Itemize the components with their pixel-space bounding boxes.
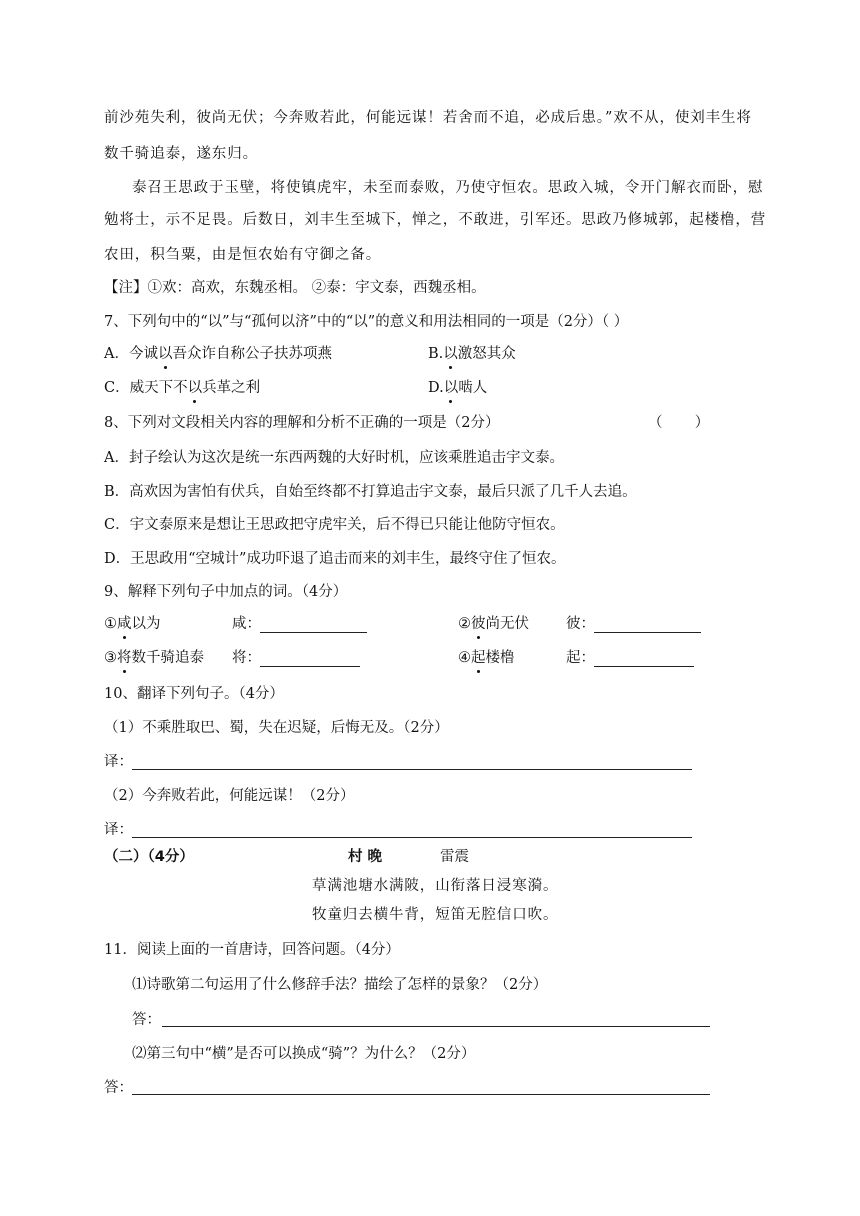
q7-option-a: [104, 344, 332, 364]
q7-d-suffix: 啮人: [458, 380, 488, 396]
q9-item-1-rest: 以为: [131, 616, 161, 632]
q8-option-b: B．高欢因为害怕有伏兵，自始至终都不打算追击宇文泰，最后只派了几千人去追。: [104, 484, 637, 500]
q8-option-d: D．王思政用“空城计”成功吓退了追击而来的刘丰生，最终守住了恒农。: [104, 551, 566, 567]
poem-section-heading: （二）（4分）: [104, 849, 194, 865]
q9-item-3-label: 将：: [232, 650, 261, 666]
q11-sub-2: ⑵第三句中“横”是否可以换成“骑”？为什么？（2分）: [132, 1046, 476, 1062]
q11-answer-2-line[interactable]: [132, 1094, 710, 1095]
q8-stem: 8、下列对文段相关内容的理解和分析不正确的一项是（2分）: [104, 415, 500, 431]
q9-item-3-answer-blank[interactable]: [260, 666, 360, 667]
q10-sentence-2: （2）今奔败若此，何能远谋！（2分）: [104, 788, 355, 804]
q7-d-prefix: D.: [428, 380, 444, 396]
passage-paragraph-2-line-3: 农田，积刍粟，由是恒农始有守御之备。: [104, 247, 382, 263]
q7-c-prefix: C．威天下不: [104, 380, 188, 396]
q7-a-dotted-word: 以: [157, 346, 173, 362]
q7-c-suffix: 兵革之利: [202, 380, 261, 396]
q10-answer-2-label: 译：: [104, 822, 133, 838]
q9-item-1-answer-blank[interactable]: [260, 632, 367, 633]
q9-item-4-dotted-word: 起: [471, 650, 486, 666]
q11-answer-2-label: 答：: [104, 1080, 133, 1096]
q10-answer-2-line[interactable]: [132, 837, 692, 838]
q11-answer-1-line[interactable]: [162, 1026, 710, 1027]
q9-item-2: [458, 614, 529, 634]
q7-b-prefix: B.: [428, 346, 444, 362]
q7-d-dotted-word: 以: [443, 380, 459, 396]
q9-item-4-rest: 楼橹: [485, 650, 515, 666]
q10-sentence-1: （1）不乘胜取巴、蜀，失在迟疑，后悔无及。（2分）: [104, 720, 449, 736]
q7-b-suffix: 激怒其众: [457, 346, 516, 362]
q7-option-b: [428, 344, 516, 364]
q11-stem: 11．阅读上面的一首唐诗，回答问题。（4分）: [104, 942, 400, 958]
q9-stem: 9、解释下列句子中加点的词。（4分）: [104, 584, 348, 600]
q7-a-suffix: 吾众诈自称公子扶苏项燕: [172, 346, 332, 362]
q11-sub-1: ⑴诗歌第二句运用了什么修辞手法？描绘了怎样的景象？（2分）: [132, 977, 548, 993]
q9-item-2-answer-blank[interactable]: [594, 632, 701, 633]
passage-paragraph-2-line-1: 泰召王思政于玉壁，将使镇虎牢，未至而泰败，乃使守恒农。思政入城，令开门解衣而卧，慰: [132, 180, 764, 196]
passage-line-1: 前沙苑失利，彼尚无伏；今奔败若此，何能远谋！若舍而不追，必成后患。”欢不从，使刘丰生将: [104, 110, 752, 126]
q9-item-3: [104, 648, 204, 668]
q7-option-c: [104, 378, 260, 398]
q8-answer-paren: （ ）: [648, 415, 710, 431]
passage-line-2: 数千骑追泰，遂东归。: [104, 146, 258, 162]
q7-b-dotted-word: 以: [443, 346, 458, 362]
q7-a-prefix: A．今诚: [104, 346, 158, 362]
q9-item-1: [104, 614, 161, 634]
q10-stem: 10、翻译下列句子。（4分）: [104, 686, 284, 702]
q9-item-4: [458, 648, 515, 668]
q8-option-a: A．封子绘认为这次是统一东西两魏的大好时机，应该乘胜追击宇文泰。: [104, 450, 564, 466]
q9-item-1-dotted-word: 咸: [117, 616, 132, 632]
poem-line-2: 牧童归去横牛背，短笛无腔信口吹。: [312, 907, 559, 923]
q11-answer-1-label: 答：: [132, 1012, 161, 1028]
q10-answer-1-line[interactable]: [132, 769, 692, 770]
q7-stem: 7、下列句中的“以”与“孤何以济”中的“以”的意义和用法相同的一项是（2分）（ ）: [104, 314, 629, 330]
q9-item-4-answer-blank[interactable]: [594, 666, 694, 667]
q9-item-1-marker: ①: [104, 616, 117, 632]
q10-answer-1-label: 译：: [104, 754, 133, 770]
poem-title: 村 晚: [348, 849, 383, 865]
poem-line-1: 草满池塘水满陂，山衔落日浸寒漪。: [312, 878, 559, 894]
q9-item-1-label: 咸：: [232, 616, 261, 632]
q9-item-4-label: 起：: [566, 650, 595, 666]
q7-option-d: [428, 378, 487, 398]
q9-item-2-label: 彼：: [566, 616, 595, 632]
q9-item-4-marker: ④: [458, 650, 471, 666]
passage-note: 【注】①欢：高欢，东魏丞相。 ②泰：宇文泰，西魏丞相。: [104, 280, 486, 296]
q9-item-3-dotted-word: 将: [117, 650, 132, 666]
q9-item-2-marker: ②: [458, 616, 471, 632]
q8-option-c: C．宇文泰原来是想让王思政把守虎牢关，后不得已只能让他防守恒农。: [104, 517, 565, 533]
q9-item-3-rest: 数千骑追泰: [131, 650, 204, 666]
passage-paragraph-2-line-2: 勉将士，示不足畏。后数日，刘丰生至城下，惮之，不敢进，引军还。思政乃修城郭，起楼橹，营: [104, 212, 767, 228]
poem-author: 雷震: [440, 849, 469, 865]
q7-c-dotted-word: 以: [187, 380, 203, 396]
q9-item-2-dotted-word: 彼: [471, 616, 486, 632]
q9-item-3-marker: ③: [104, 650, 117, 666]
q9-item-2-rest: 尚无伏: [485, 616, 529, 632]
